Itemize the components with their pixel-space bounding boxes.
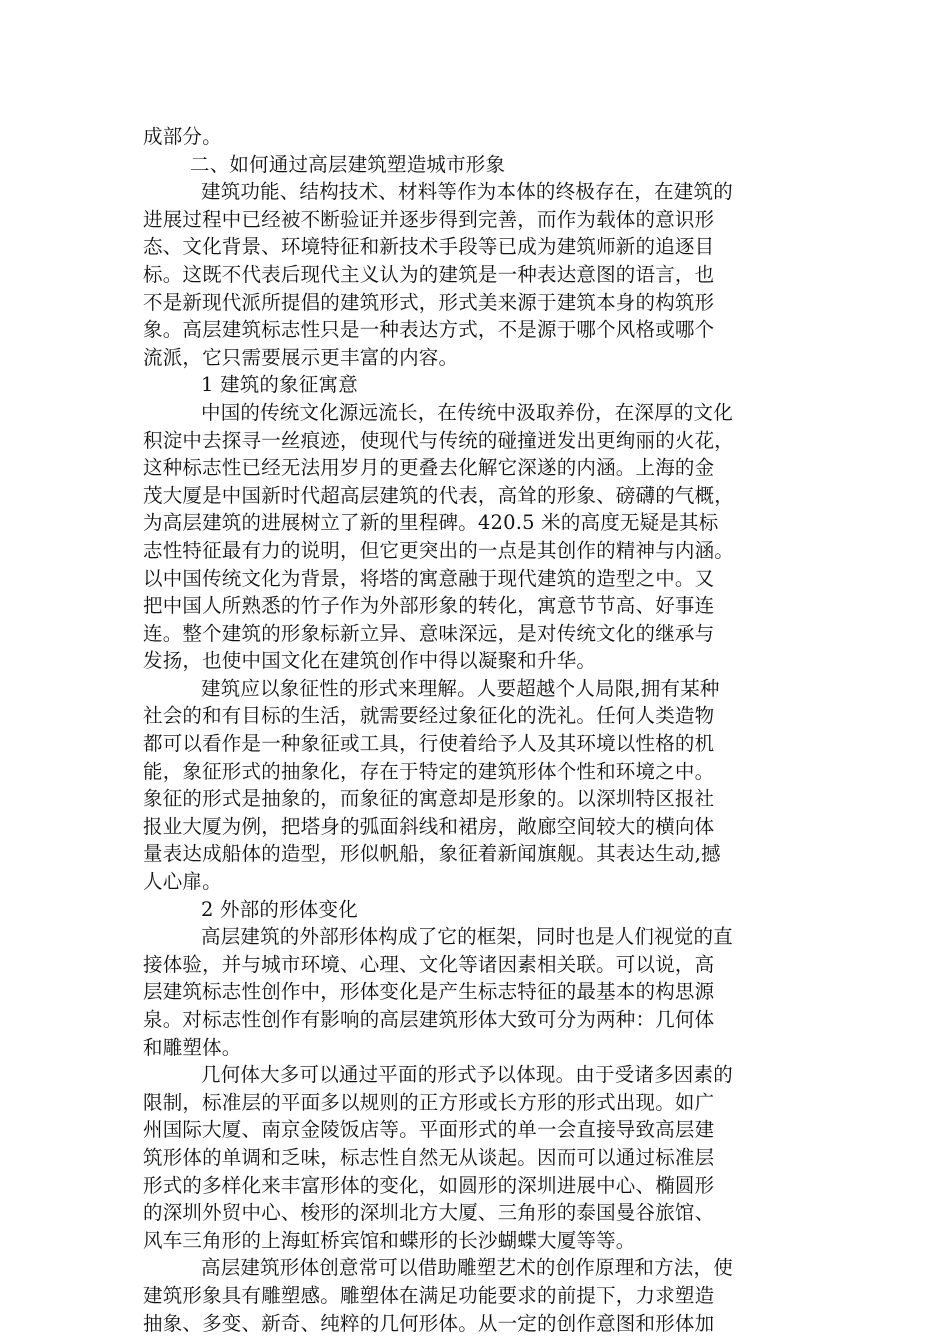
text-line: 人心扉。	[143, 870, 222, 894]
body-text	[143, 123, 807, 1337]
text-line: 为高层建筑的进展树立了新的里程碑。420.5 米的高度无疑是其标	[143, 511, 719, 535]
text-line: 象征的形式是抽象的，而象征的寓意却是形象的。以深圳特区报社	[143, 787, 715, 811]
text-line: 中国的传统文化源远流长，在传统中汲取养份，在深厚的文化	[201, 400, 733, 424]
text-line: 量表达成船体的造型，形似帆船，象征着新闻旗舰。其表达生动,撼	[143, 842, 721, 866]
text-line: 风车三角形的上海虹桥宾馆和蝶形的长沙蝴蝶大厦等等。	[143, 1228, 636, 1252]
text-line: 泉。对标志性创作有影响的高层建筑形体大致可分为两种：几何体	[143, 1008, 715, 1031]
text-line: 筑形体的单调和乏味，标志性自然无从谈起。因而可以通过标准层	[143, 1145, 715, 1169]
text-line: 流派，它只需要展示更丰富的内容。	[143, 345, 459, 369]
text-line: 能，象征形式的抽象化，存在于特定的建筑形体个性和环境之中。	[143, 759, 715, 783]
text-line: 层建筑标志性创作中，形体变化是产生标志特征的最基本的构思源	[143, 980, 715, 1004]
text-line: 建筑功能、结构技术、材料等作为本体的终极存在，在建筑的	[201, 180, 733, 204]
text-line: 发扬，也使中国文化在建筑创作中得以凝聚和升华。	[143, 649, 597, 673]
text-line: 限制，标准层的平面多以规则的正方形或长方形的形式出现。如广	[143, 1090, 715, 1114]
text-line: 2 外部的形体变化	[201, 897, 358, 921]
text-line: 都可以看作是一种象征或工具，行使着给予人及其环境以性格的机	[143, 732, 715, 756]
text-line: 几何体大多可以通过平面的形式予以体现。由于受诸多因素的	[201, 1063, 733, 1087]
text-line: 积淀中去探寻一丝痕迹，使现代与传统的碰撞迸发出更绚丽的火花，	[143, 428, 735, 452]
text-line: 志性特征最有力的说明，但它更突出的一点是其创作的精神与内涵。	[143, 538, 735, 562]
text-line: 接体验，并与城市环境、心理、文化等诸因素相关联。可以说，高	[143, 952, 715, 976]
text-line: 以中国传统文化为背景，将塔的寓意融于现代建筑的造型之中。又	[143, 566, 715, 590]
text-line: 不是新现代派所提倡的建筑形式，形式美来源于建筑本身的构筑形	[143, 290, 715, 314]
text-line: 高层建筑形体创意常可以借助雕塑艺术的创作原理和方法，使	[201, 1256, 733, 1280]
text-line: 报业大厦为例，把塔身的弧面斜线和裙房，敞廊空间较大的横向体	[143, 814, 715, 838]
text-line: 成部分。	[143, 125, 222, 148]
text-line: 1 建筑的象征寓意	[201, 373, 358, 397]
text-line: 州国际大厦、南京金陵饭店等。平面形式的单一会直接导致高层建	[143, 1118, 715, 1142]
text-line: 把中国人所熟悉的竹子作为外部形象的转化，寓意节节高、好事连	[143, 594, 715, 618]
text-line: 形式的多样化来丰富形体的变化，如圆形的深圳进展中心、椭圆形	[143, 1173, 715, 1197]
text-line: 二、如何通过高层建筑塑造城市形象	[190, 152, 506, 176]
text-line: 茂大厦是中国新时代超高层建筑的代表，高耸的形象、磅礴的气概，	[143, 483, 735, 507]
text-line: 社会的和有目标的生活，就需要经过象征化的洗礼。任何人类造物	[143, 704, 715, 728]
text-line: 和雕塑体。	[143, 1035, 242, 1059]
text-line: 抽象、多变、新奇、纯粹的几何形体。从一定的创作意图和形体加	[143, 1311, 715, 1335]
text-line: 建筑形象具有雕塑感。雕塑体在满足功能要求的前提下，力求塑造	[143, 1283, 715, 1307]
text-line: 高层建筑的外部形体构成了它的框架，同时也是人们视觉的直	[201, 925, 733, 949]
text-line: 这种标志性已经无法用岁月的更叠去化解它深遂的内涵。上海的金	[143, 456, 715, 480]
text-line: 建筑应以象征性的形式来理解。人要超越个人局限,拥有某种	[201, 676, 720, 700]
text-line: 态、文化背景、环境特征和新技术手段等已成为建筑师新的追逐目	[143, 235, 715, 259]
text-line: 进展过程中已经被不断验证并逐步得到完善，而作为载体的意识形	[143, 207, 715, 231]
text-line: 象。高层建筑标志性只是一种表达方式，不是源于哪个风格或哪个	[143, 318, 715, 342]
text-line: 连。整个建筑的形象标新立异、意味深远，是对传统文化的继承与	[143, 621, 715, 645]
text-line: 的深圳外贸中心、梭形的深圳北方大厦、三角形的泰国曼谷旅馆、	[143, 1201, 715, 1225]
text-line: 标。这既不代表后现代主义认为的建筑是一种表达意图的语言，也	[143, 262, 715, 286]
